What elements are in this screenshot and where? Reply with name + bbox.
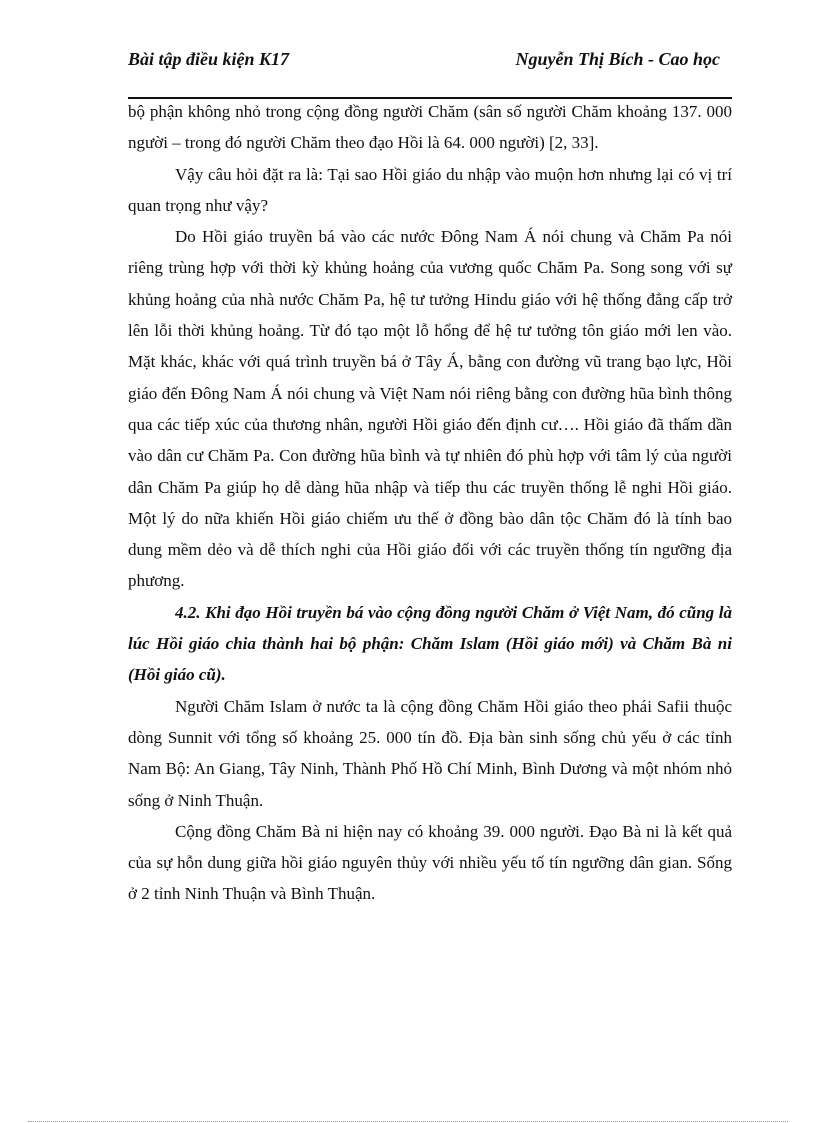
paragraph-continuation: bộ phận không nhỏ trong cộng đồng người Chăm (sân số người Chăm khoảng 137. 000 người – trong đó người Chăm theo đạo Hồi là 64. 000 người) [2, 33].: [128, 102, 732, 153]
section-heading-4-2: 4.2. Khi đạo Hồi truyền bá vào cộng đồng người Chăm ở Việt Nam, đó cũng là lúc Hồi giáo chia thành hai bộ phận: Chăm Islam (Hồi giáo mới) và Chăm Bà ni (Hồi giáo cũ).: [128, 602, 732, 685]
page-header: [128, 48, 732, 98]
header-author: Nguyễn Thị Bích - Cao học: [515, 49, 720, 69]
paragraph-cham-islam: Người Chăm Islam ở nước ta là cộng đồng Chăm Hồi giáo theo phái Safii thuộc dòng Sunnit với tổng số khoảng 25. 000 tín đồ. Địa bàn sinh sống chủ yếu ở các tỉnh Nam Bộ: An Giang, Tây Ninh, Thành Phố Hồ Chí Minh, Bình Dương và một nhóm nhỏ sống ở Ninh Thuận.: [128, 696, 732, 810]
paragraph-question: Vậy câu hỏi đặt ra là: Tại sao Hồi giáo du nhập vào muộn hơn nhưng lại có vị trí quan trọng như vậy?: [128, 164, 732, 215]
document-body: [128, 96, 732, 910]
page-bottom-divider: [28, 1121, 788, 1122]
header-course-title: Bài tập điều kiện K17: [128, 49, 290, 69]
paragraph-cham-bani: Cộng đồng Chăm Bà ni hiện nay có khoảng 39. 000 người. Đạo Bà ni là kết quả của sự hỗn dung giữa hồi giáo nguyên thủy với nhiều yếu tố tín ngưỡng dân gian. Sống ở 2 tỉnh Ninh Thuận và Bình Thuận.: [128, 821, 732, 904]
paragraph-explanation: Do Hồi giáo truyền bá vào các nước Đông Nam Á nói chung và Chăm Pa nói riêng trùng hợp với thời kỳ khủng hoảng của vương quốc Chăm Pa. Song song với sự khủng hoảng của nhà nước Chăm Pa, hệ tư tưởng Hindu giáo với hệ thống đẳng cấp trở lên lỗi thời khủng hoảng. Từ đó tạo một lỗ hổng để hệ tư tưởng tôn giáo mới len vào. Mặt khác, khác với quá trình truyền bá ở Tây Á, bằng con đường vũ trang bạo lực, Hồi giáo đến Đông Nam Á nói chung và Việt Nam nói riêng bằng con đường hũa bình thông qua các tiếp xúc của thương nhân, người Hồi giáo đến định cư…. Hồi giáo đã thấm dần vào dân cư Chăm Pa. Con đường hũa bình và tự nhiên đó phù hợp với tâm lý của người dân Chăm Pa giúp họ dễ dàng hũa nhập và tiếp thu các truyền thống lễ nghi Hồi giáo. Một lý do nữa khiến Hồi giáo chiếm ưu thế ở đồng bào dân tộc Chăm đó là tính bao dung mềm dẻo và dễ thích nghi của Hồi giáo đối với các truyền thống tín ngưỡng địa phương.: [128, 227, 732, 591]
